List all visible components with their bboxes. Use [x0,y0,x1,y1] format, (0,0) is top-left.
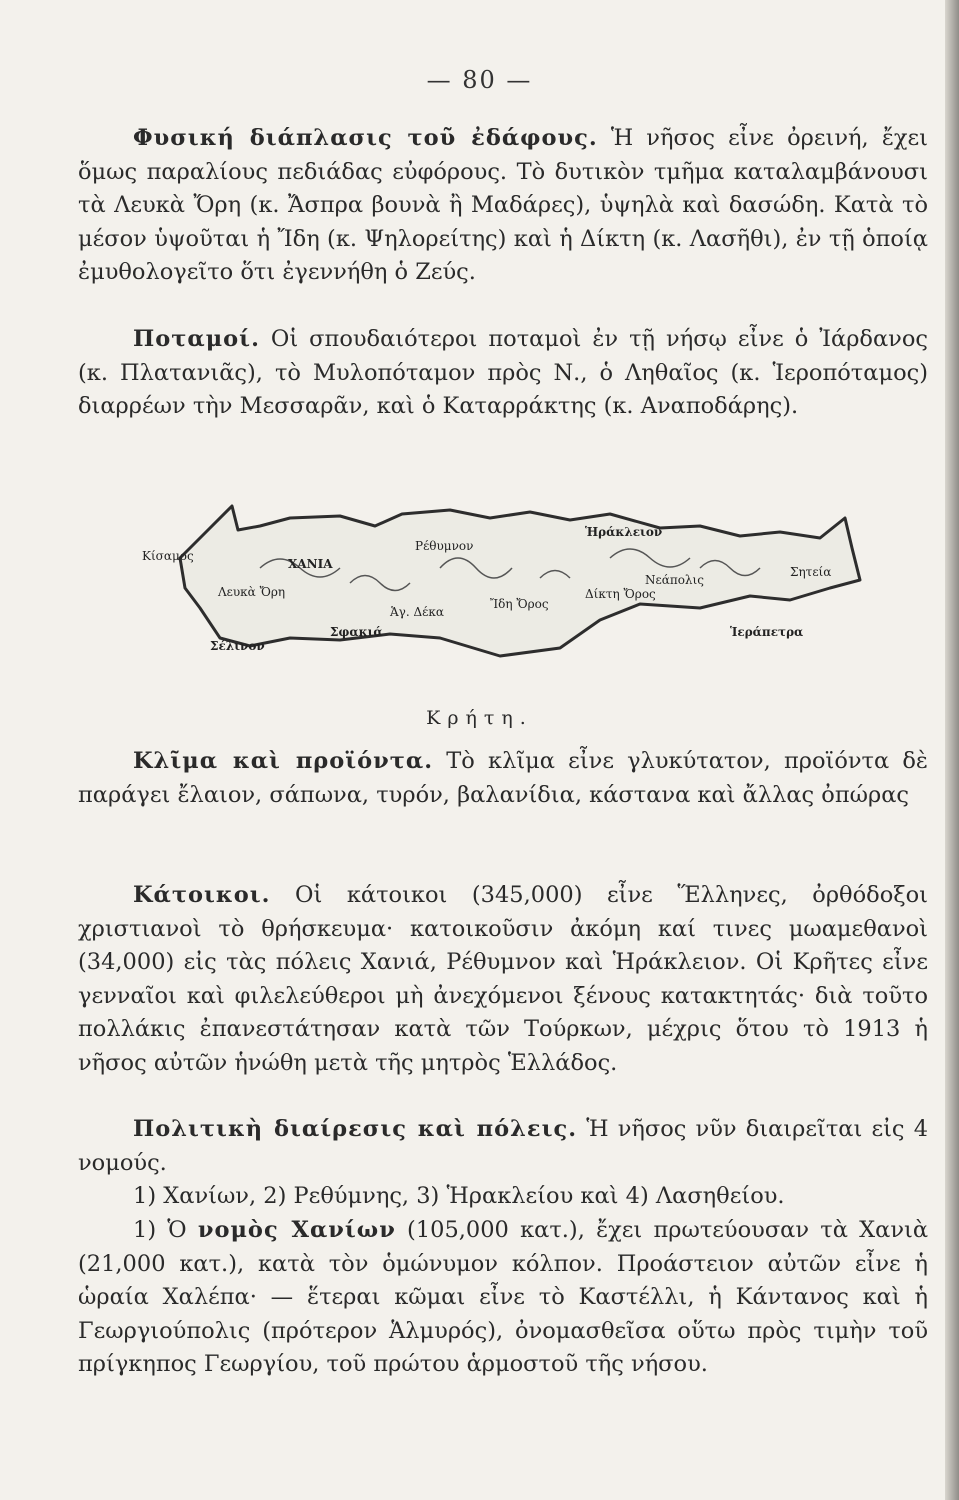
heading-inhabitants: Κάτοικοι. [133,882,271,908]
crete-map [140,488,875,693]
text-chania: (105,000 κατ.), ἔχει πρωτεύουσαν τὰ Χανιὰ (21,000 κατ.), κατὰ τὸν ὁμώνυμον κόλπον. Προάστειον αὐτῶν εἶνε ἡ ὡραία Χαλέπα· — ἕτεραι κῶμαι εἶνε τὸ Καστέλλι, ἡ Κάντανος καὶ ἡ Γεωργιούπολις (πρότερον Ἁλμυρός), ὀνομασθεῖσα οὕτω πρὸς τιμὴν τοῦ πρίγκηπος Γεωργίου, τοῦ πρώτου ἁρμοστοῦ τῆς νήσου. [78,1217,929,1377]
map-label-agioi-deka: Ἁγ. Δέκα [390,605,444,619]
paragraph-terrain [78,122,928,290]
map-label-chania: ΧΑΝΙΑ [288,557,333,571]
paragraph-chania [78,1214,928,1382]
map-label-heraklion: Ἡράκλειον [585,525,663,539]
paragraph-prefectures-list [78,1180,928,1214]
map-label-sfakia: Σφακιά [330,625,383,639]
map-label-siteia: Σητεία [790,565,832,579]
page-number: — 80 — [426,66,533,94]
map-label-ierapetra: Ἱεράπετρα [730,625,804,639]
map-label-lefka-ori: Λευκὰ Ὄρη [218,585,286,599]
heading-politics: Πολιτικὴ διαίρεσις καὶ πόλεις. [133,1116,578,1142]
map-label-dikti: Δίκτη Ὄρος [585,587,656,601]
text-prefectures-list: 1) Χανίων, 2) Ρεθύμνης, 3) Ἡρακλείου καὶ 4) Λασηθείου. [133,1183,785,1209]
paragraph-rivers [78,323,928,424]
heading-climate: Κλῖμα καὶ προϊόντα. [133,748,434,774]
paragraph-inhabitants [78,879,928,1080]
text-climate: Τὸ κλῖμα εἶνε γλυκύτατον, προϊόντα δὲ παράγει ἔλαιον, σάπωνα, τυρόν, βαλανίδια, κάστανα καὶ ἄλλας ὀπώρας [78,748,929,808]
heading-rivers: Ποταμοί. [133,326,260,352]
text-inhabitants: Οἱ κάτοικοι (345,000) εἶνε Ἕλληνες, ὀρθόδοξοι χριστιανοὶ τὸ θρήσκευμα· κατοικοῦσιν ἀκόμη καί τινες μωαμεθανοὶ (34,000) εἰς τὰς πόλεις Χανιά, Ρέθυμνον καὶ Ἡράκλειον. Οἱ Κρῆτες εἶνε γενναῖοι καὶ φιλελεύθεροι μὴ ἀνεχόμενοι ξένους κατακτητάς· διὰ τοῦτο πολλάκις ἐπανεστάτησαν κατὰ τῶν Τούρκων, μέχρις ὅτου τὸ 1913 ἡ νῆσος αὐτῶν ἡνώθη μετὰ τῆς μητρὸς Ἑλλάδος. [78,882,928,1076]
map-label-kisamos: Κίσαμος [142,549,194,563]
map-label-neapoli: Νεάπολις [645,573,704,587]
map-caption: Κρήτη. [426,707,533,729]
text-politics: Ἡ νῆσος νῦν διαιρεῖται εἰς 4 νομούς. [78,1116,929,1176]
prefix-chania: 1) Ὁ [133,1217,198,1243]
map-label-rethymno: Ρέθυμνον [415,539,474,553]
heading-chania: νομὸς Χανίων [197,1217,396,1243]
paragraph-politics [78,1113,928,1180]
heading-terrain: Φυσική διάπλασις τοῦ ἐδάφους. [133,125,598,151]
text-rivers: Οἱ σπουδαιότεροι ποταμοὶ ἐν τῇ νήσῳ εἶνε ὁ Ἰάρδανος (κ. Πλατανιᾶς), τὸ Μυλοπόταμον πρὸς Ν., ὁ Ληθαῖος (κ. Ἱεροπόταμος) διαρρέων τὴν Μεσσαρᾶν, καὶ ὁ Καταρράκτης (κ. Αναποδάρης). [78,326,928,419]
map-label-selino: Σέλινον [210,639,265,653]
text-terrain: Ἡ νῆσος εἶνε ὀρεινή, ἔχει ὅμως παραλίους πεδιάδας εὐφόρους. Τὸ δυτικὸν τμῆμα καταλαμβάνουσι τὰ Λευκὰ Ὄρη (κ. Ἄσπρα βουνὰ ἢ Μαδάρες), ὑψηλὰ καὶ δασώδη. Κατὰ τὸ μέσον ὑψοῦται ἡ Ἴδη (κ. Ψηλορείτης) καὶ ἡ Δίκτη (κ. Λασῆθι), ἐν τῇ ὁποίᾳ ἐμυθολογεῖτο ὅτι ἐγεννήθη ὁ Ζεύς. [78,125,929,285]
paragraph-climate [78,745,928,812]
map-label-idi: Ἴδη Ὄρος [490,597,549,611]
page-edge-shadow [945,0,959,1500]
